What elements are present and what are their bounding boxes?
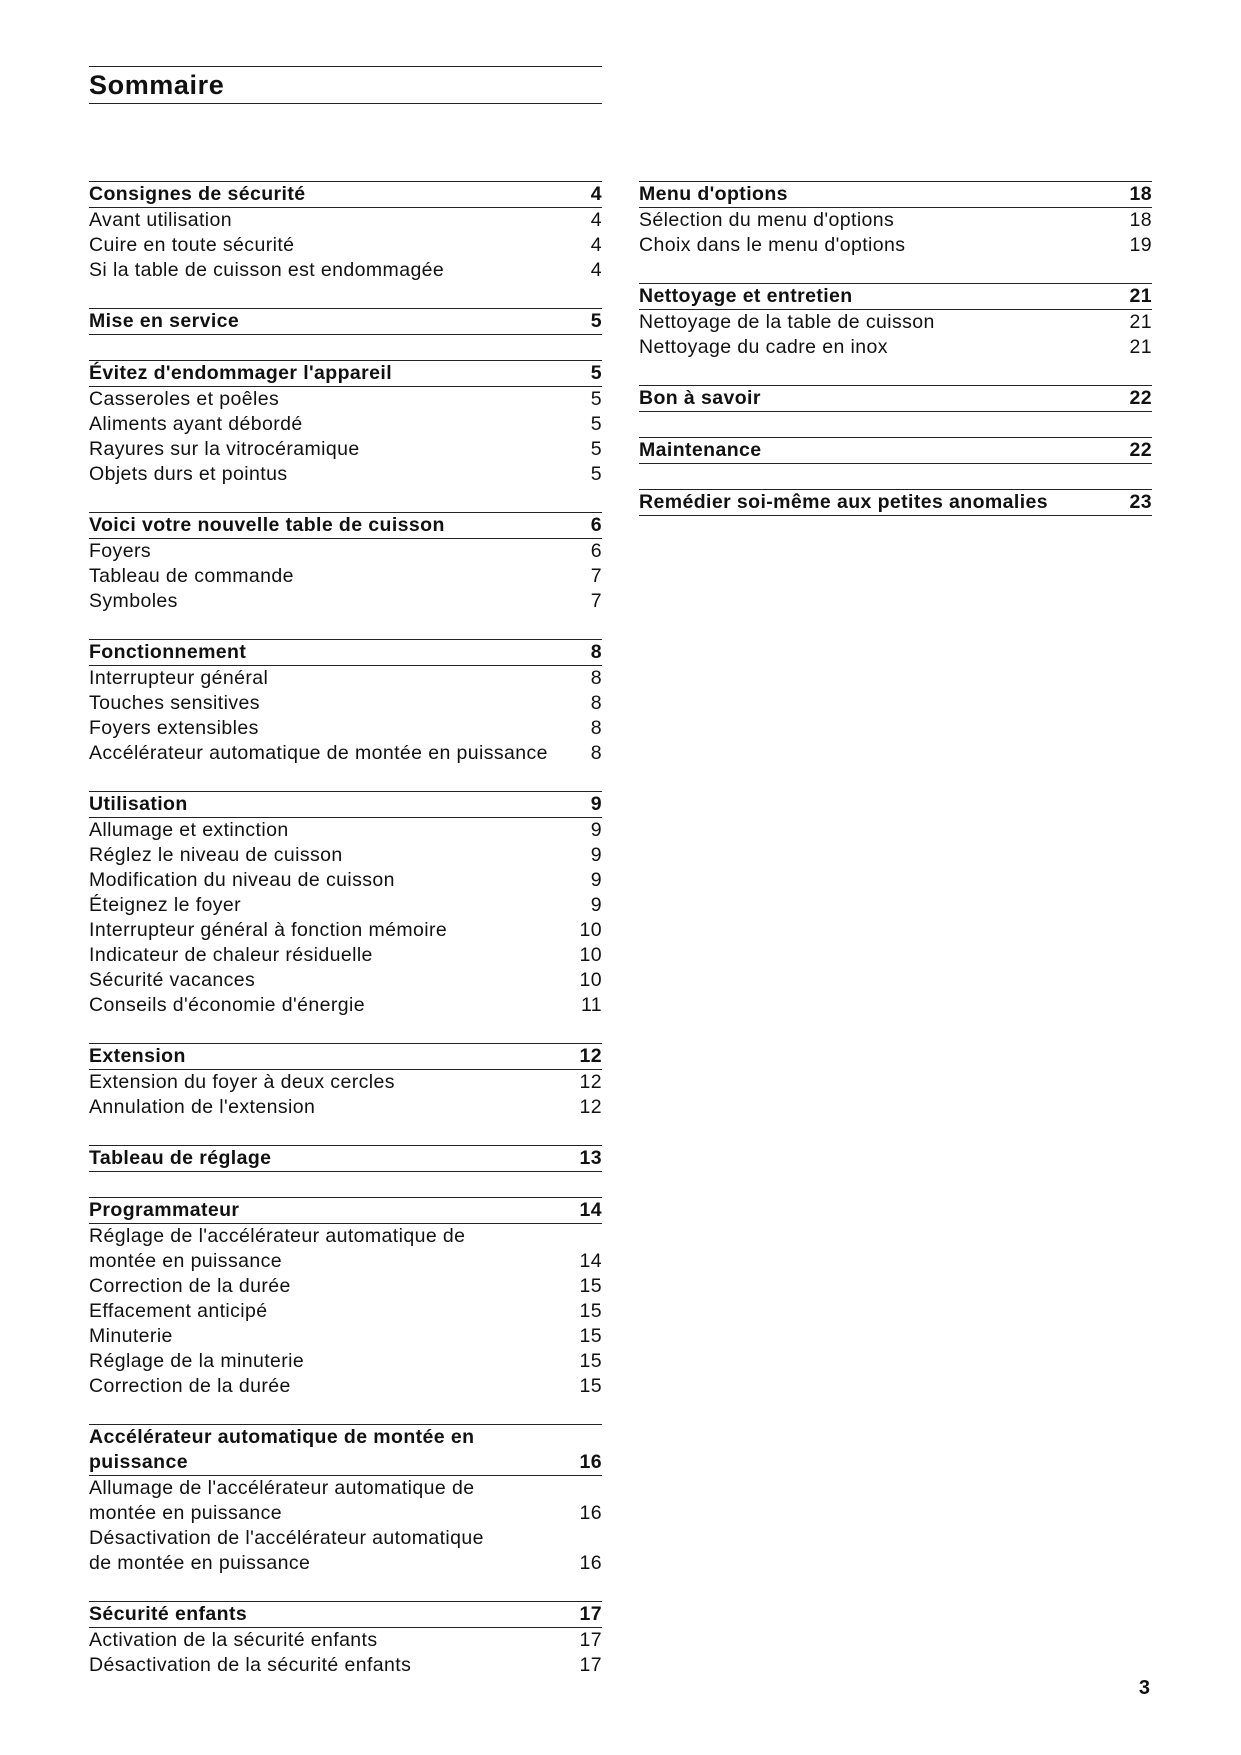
toc-entry-label: Nettoyage de la table de cuisson (639, 311, 935, 333)
toc-section-heading[interactable] (89, 791, 602, 818)
toc-entry-label: Activation de la sécurité enfants (89, 1629, 378, 1651)
toc-section-heading[interactable] (89, 1601, 602, 1628)
toc-entry-label: Casseroles et poêles (89, 388, 280, 410)
toc-entry[interactable] (89, 1476, 602, 1501)
toc-section-heading[interactable] (639, 437, 1152, 464)
toc-heading-page: 5 (590, 310, 602, 332)
toc-entry[interactable] (89, 716, 602, 741)
toc-entry[interactable] (89, 412, 602, 437)
toc-heading-page: 17 (579, 1603, 602, 1625)
toc-entry-label: Foyers extensibles (89, 717, 259, 739)
toc-entry-page: 5 (590, 388, 602, 410)
toc-entry-label: Extension du foyer à deux cercles (89, 1071, 395, 1093)
toc-entry[interactable] (89, 1224, 602, 1249)
toc-section (89, 512, 602, 614)
toc-entry-label: Réglage de l'accélérateur automatique de (89, 1225, 466, 1247)
toc-section (89, 1424, 602, 1576)
toc-entry-page: 5 (590, 463, 602, 485)
toc-entry-label: de montée en puissance (89, 1552, 311, 1574)
toc-entry-page: 21 (1129, 336, 1152, 358)
toc-entry[interactable] (89, 462, 602, 487)
toc-entry-label: Cuire en toute sécurité (89, 234, 295, 256)
toc-heading-page: 12 (579, 1045, 602, 1067)
toc-heading-label: Accélérateur automatique de montée en (89, 1426, 475, 1448)
page-number: 3 (1138, 1677, 1150, 1699)
toc-section (89, 639, 602, 766)
toc-section (89, 360, 602, 487)
toc-heading-label: Tableau de réglage (89, 1147, 272, 1169)
toc-entry[interactable] (89, 258, 602, 283)
toc-entry-label: Correction de la durée (89, 1375, 291, 1397)
toc-entry-label: montée en puissance (89, 1502, 282, 1524)
toc-entry-page: 9 (590, 844, 602, 866)
toc-entry-label: Conseils d'économie d'énergie (89, 994, 365, 1016)
toc-heading-page: 23 (1129, 491, 1152, 513)
toc-entry-label: Correction de la durée (89, 1275, 291, 1297)
toc-entry-page: 5 (590, 413, 602, 435)
toc-heading-page: 8 (590, 641, 602, 663)
toc-entry-page: 15 (579, 1325, 602, 1347)
toc-heading-page: 9 (590, 793, 602, 815)
toc-entry[interactable] (89, 208, 602, 233)
toc-heading-page: 18 (1129, 183, 1152, 205)
toc-section-heading[interactable] (639, 385, 1152, 412)
toc-section-heading[interactable] (639, 283, 1152, 310)
toc-entry-page: 4 (590, 234, 602, 256)
toc-heading-label: Évitez d'endommager l'appareil (89, 362, 393, 384)
toc-entry-label: Touches sensitives (89, 692, 260, 714)
toc-entry-page: 14 (579, 1250, 602, 1272)
toc-entry-label: Désactivation de la sécurité enfants (89, 1654, 412, 1676)
toc-entry-page: 21 (1129, 311, 1152, 333)
toc-heading-label: Menu d'options (639, 183, 788, 205)
toc-heading-label: Sécurité enfants (89, 1603, 248, 1625)
toc-entry-label: Choix dans le menu d'options (639, 234, 906, 256)
toc-entry-label: Tableau de commande (89, 565, 294, 587)
toc-heading-line (89, 1425, 602, 1450)
toc-entry[interactable] (89, 818, 602, 843)
toc-entry-label: Annulation de l'extension (89, 1096, 316, 1118)
toc-section (89, 791, 602, 1018)
toc-entry[interactable] (89, 539, 602, 564)
toc-heading-page: 22 (1129, 387, 1152, 409)
toc-entry-page: 12 (579, 1096, 602, 1118)
toc-heading-label: Utilisation (89, 793, 188, 815)
toc-section (89, 1197, 602, 1399)
toc-section (89, 1601, 602, 1678)
toc-section (89, 1043, 602, 1120)
toc-entry[interactable] (89, 1628, 602, 1653)
toc-heading-label: Bon à savoir (639, 387, 761, 409)
toc-entry-label: Rayures sur la vitrocéramique (89, 438, 360, 460)
toc-entry-label: Interrupteur général (89, 667, 269, 689)
toc-entry-label: Indicateur de chaleur résiduelle (89, 944, 373, 966)
toc-entry[interactable] (89, 1324, 602, 1349)
toc-heading-label: Extension (89, 1045, 186, 1067)
toc-entry[interactable] (89, 1501, 602, 1526)
toc-entry[interactable] (89, 1374, 602, 1399)
toc-entry-page: 11 (580, 994, 602, 1016)
toc-section-heading[interactable] (89, 639, 602, 666)
toc-section-heading[interactable] (89, 512, 602, 539)
toc-section (639, 181, 1152, 258)
toc-heading-label: puissance (89, 1451, 188, 1473)
toc-entry-page: 9 (590, 819, 602, 841)
toc-section-heading[interactable] (89, 1145, 602, 1172)
toc-section (639, 437, 1152, 464)
toc-section-heading[interactable] (89, 308, 602, 335)
toc-entry-label: Désactivation de l'accélérateur automatique (89, 1527, 484, 1549)
toc-entry-label: Modification du niveau de cuisson (89, 869, 395, 891)
toc-entry-label: Allumage de l'accélérateur automatique de (89, 1477, 475, 1499)
toc-entry[interactable] (639, 335, 1152, 360)
toc-entry-page: 10 (579, 944, 602, 966)
toc-entry[interactable] (89, 564, 602, 589)
toc-entry-page: 7 (590, 565, 602, 587)
toc-section (639, 283, 1152, 360)
toc-entry-page: 9 (590, 894, 602, 916)
toc-entry-label: Symboles (89, 590, 178, 612)
toc-entry-page: 17 (579, 1629, 602, 1651)
toc-entry-label: Si la table de cuisson est endommagée (89, 259, 445, 281)
toc-entry[interactable] (89, 387, 602, 412)
toc-entry-page: 16 (579, 1552, 602, 1574)
toc-entry-page: 8 (590, 692, 602, 714)
toc-heading-label: Consignes de sécurité (89, 183, 306, 205)
toc-entry-label: Foyers (89, 540, 151, 562)
toc-entry-label: Accélérateur automatique de montée en puissance (89, 742, 548, 764)
toc-heading-page: 5 (590, 362, 602, 384)
toc-section-heading[interactable] (89, 360, 602, 387)
toc-entry[interactable] (89, 993, 602, 1018)
toc-section-heading[interactable] (89, 181, 602, 208)
toc-section (639, 489, 1152, 516)
toc-entry-page: 8 (590, 742, 602, 764)
toc-entry[interactable] (89, 1653, 602, 1678)
toc-entry-label: Minuterie (89, 1325, 173, 1347)
toc-entry-label: Réglez le niveau de cuisson (89, 844, 343, 866)
toc-section (89, 1145, 602, 1172)
toc-entry-label: Éteignez le foyer (89, 894, 242, 916)
page-title-block (89, 66, 602, 104)
toc-entry-page: 9 (590, 869, 602, 891)
toc-heading-label: Programmateur (89, 1199, 240, 1221)
toc-entry[interactable] (89, 843, 602, 868)
toc-section (89, 181, 602, 283)
toc-heading-line (89, 1450, 602, 1475)
toc-entry-label: Sélection du menu d'options (639, 209, 895, 231)
toc-entry-label: Avant utilisation (89, 209, 233, 231)
toc-entry[interactable] (89, 1526, 602, 1551)
toc-entry[interactable] (89, 943, 602, 968)
toc-entry-page: 18 (1129, 209, 1152, 231)
toc-entry[interactable] (89, 918, 602, 943)
toc-entry-page: 15 (579, 1375, 602, 1397)
toc-entry[interactable] (639, 233, 1152, 258)
toc-section-heading[interactable] (89, 1424, 602, 1476)
toc-entry[interactable] (89, 1070, 602, 1095)
toc-section-heading[interactable] (639, 489, 1152, 516)
toc-heading-page: 22 (1129, 439, 1152, 461)
toc-section (89, 308, 602, 335)
toc-entry-page: 4 (590, 259, 602, 281)
toc-entry-label: Objets durs et pointus (89, 463, 288, 485)
toc-section (639, 385, 1152, 412)
toc-section-heading[interactable] (89, 1043, 602, 1070)
toc-heading-page: 16 (579, 1451, 602, 1473)
toc-entry[interactable] (89, 666, 602, 691)
toc-entry-label: montée en puissance (89, 1250, 282, 1272)
toc-entry-page: 15 (579, 1300, 602, 1322)
toc-entry-page: 7 (590, 590, 602, 612)
toc-entry-label: Effacement anticipé (89, 1300, 268, 1322)
toc-entry-page: 15 (579, 1350, 602, 1372)
toc-heading-label: Mise en service (89, 310, 240, 332)
toc-entry[interactable] (89, 968, 602, 993)
toc-section-heading[interactable] (639, 181, 1152, 208)
toc-entry-page: 6 (590, 540, 602, 562)
toc-entry[interactable] (89, 437, 602, 462)
page-title: Sommaire (89, 70, 225, 100)
toc-heading-label: Voici votre nouvelle table de cuisson (89, 514, 445, 536)
toc-entry[interactable] (89, 691, 602, 716)
toc-entry-page: 12 (579, 1071, 602, 1093)
toc-entry-page: 17 (579, 1654, 602, 1676)
toc-heading-page: 13 (579, 1147, 602, 1169)
toc-entry-page: 10 (579, 969, 602, 991)
toc-heading-label: Maintenance (639, 439, 762, 461)
toc-entry[interactable] (89, 893, 602, 918)
toc-entry[interactable] (89, 233, 602, 258)
toc-entry[interactable] (639, 208, 1152, 233)
toc-heading-label: Fonctionnement (89, 641, 247, 663)
toc-heading-label: Remédier soi-même aux petites anomalies (639, 491, 1049, 513)
toc-entry[interactable] (89, 868, 602, 893)
toc-section-heading[interactable] (89, 1197, 602, 1224)
toc-heading-page: 6 (590, 514, 602, 536)
toc-heading-page: 4 (590, 183, 602, 205)
toc-entry-page: 16 (579, 1502, 602, 1524)
toc-entry[interactable] (89, 741, 602, 766)
toc-entry-label: Aliments ayant débordé (89, 413, 303, 435)
toc-entry-label: Allumage et extinction (89, 819, 289, 841)
toc-entry-label: Interrupteur général à fonction mémoire (89, 919, 448, 941)
toc-entry-page: 10 (579, 919, 602, 941)
toc-heading-page: 21 (1129, 285, 1152, 307)
toc-heading-page: 14 (579, 1199, 602, 1221)
toc-entry-page: 4 (590, 209, 602, 231)
toc-entry[interactable] (89, 1299, 602, 1324)
toc-left-column (89, 181, 602, 1703)
toc-entry-label: Sécurité vacances (89, 969, 256, 991)
toc-entry-page: 5 (590, 438, 602, 460)
toc-entry-page: 19 (1129, 234, 1152, 256)
toc-heading-label: Nettoyage et entretien (639, 285, 853, 307)
toc-entry[interactable] (639, 310, 1152, 335)
toc-entry-page: 8 (590, 717, 602, 739)
toc-entry[interactable] (89, 589, 602, 614)
toc-entry-page: 8 (590, 667, 602, 689)
toc-entry-label: Réglage de la minuterie (89, 1350, 305, 1372)
toc-entry[interactable] (89, 1095, 602, 1120)
toc-right-column (639, 181, 1152, 541)
toc-entry-page: 15 (579, 1275, 602, 1297)
toc-entry[interactable] (89, 1249, 602, 1274)
toc-entry-label: Nettoyage du cadre en inox (639, 336, 888, 358)
toc-entry[interactable] (89, 1551, 602, 1576)
toc-entry[interactable] (89, 1349, 602, 1374)
toc-entry[interactable] (89, 1274, 602, 1299)
